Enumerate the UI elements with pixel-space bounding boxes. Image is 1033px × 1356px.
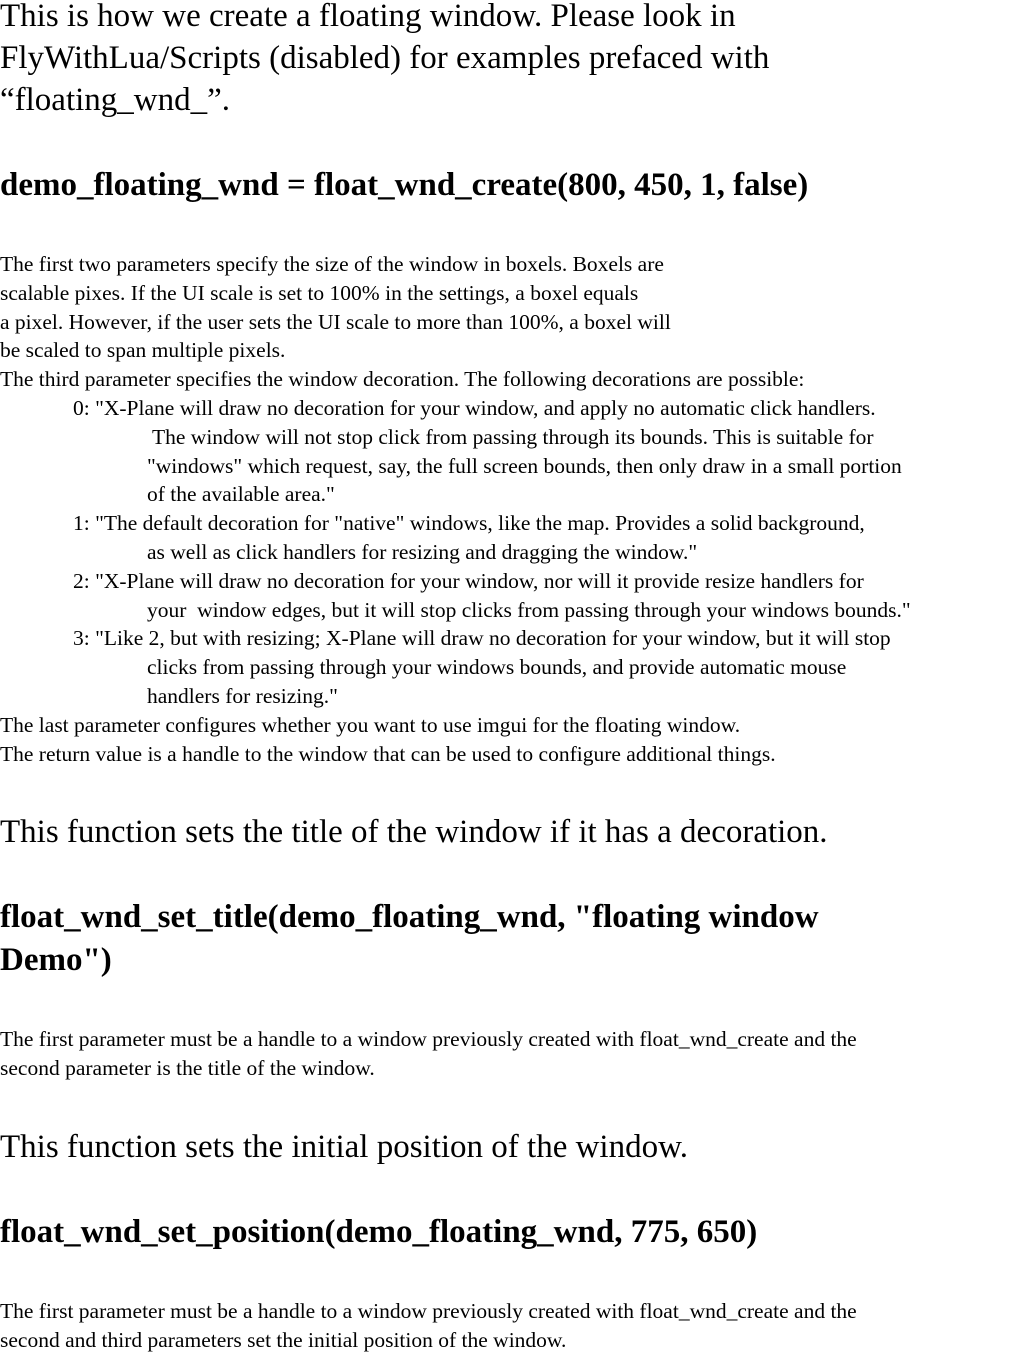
text-line: clicks from passing through your windows bounds, and provide automatic mouse	[147, 655, 847, 680]
text-line: The first two parameters specify the size of the window in boxels. Boxels are	[0, 252, 664, 276]
text-line: be scaled to span multiple pixels.	[0, 338, 286, 363]
text-line: Demo")	[0, 942, 112, 979]
code-heading	[0, 164, 1033, 207]
text-line: a pixel. However, if the user sets the UI scale to more than 100%, a boxel will	[0, 309, 671, 334]
text-line: This is how we create a floating window. Please look in	[0, 0, 736, 34]
text-line: This function sets the title of the window if it has a decoration.	[0, 814, 828, 851]
text-line: demo_floating_wnd = float_wnd_create(800, 450, 1, false)	[0, 167, 809, 203]
text-line: 0: "X-Plane will draw no decoration for your window, and apply no automatic click handlers.	[73, 395, 876, 420]
text-line: The return value is a handle to the window that can be used to configure additional things.	[0, 741, 776, 766]
paragraph-small	[0, 1297, 1033, 1355]
text-line: The first parameter must be a handle to a window previously created with float_wnd_create and the	[0, 1298, 857, 1323]
paragraph-small	[0, 250, 1033, 768]
text-line: second and third parameters set the initial position of the window.	[0, 1327, 567, 1352]
text-line: FlyWithLua/Scripts (disabled) for examples prefaced with	[0, 40, 770, 76]
paragraph-large	[0, 0, 1033, 121]
paragraph-large	[0, 811, 1033, 853]
text-line: This function sets the initial position of the window.	[0, 1128, 689, 1165]
text-line: "windows" which request, say, the full screen bounds, then only draw in a small portion	[147, 453, 902, 478]
text-line: second parameter is the title of the window.	[0, 1056, 375, 1081]
text-line: your window edges, but it will stop clicks from passing through your windows bounds."	[147, 597, 911, 622]
text-line: float_wnd_set_position(demo_floating_wnd, 775, 650)	[0, 1213, 758, 1250]
text-line: The window will not stop click from passing through its bounds. This is suitable for	[147, 424, 874, 449]
text-line: “floating_wnd_”.	[0, 82, 231, 118]
code-heading	[0, 896, 1033, 982]
text-line: float_wnd_set_title(demo_floating_wnd, "floating window	[0, 899, 819, 936]
text-line: 1: "The default decoration for "native" windows, like the map. Provides a solid background,	[73, 511, 865, 536]
text-line: 3: "Like 2, but with resizing; X-Plane will draw no decoration for your window, but it will stop	[73, 626, 891, 651]
text-line: handlers for resizing."	[147, 683, 338, 708]
text-line: scalable pixes. If the UI scale is set to 100% in the settings, a boxel equals	[0, 280, 639, 305]
code-heading	[0, 1211, 1033, 1254]
text-line: as well as click handlers for resizing and dragging the window."	[147, 539, 698, 564]
paragraph-small	[0, 1025, 1033, 1083]
text-line: The first parameter must be a handle to a window previously created with float_wnd_create and the	[0, 1027, 857, 1052]
text-line: The last parameter configures whether you want to use imgui for the floating window.	[0, 712, 741, 737]
text-line: 2: "X-Plane will draw no decoration for your window, nor will it provide resize handlers for	[73, 568, 864, 593]
paragraph-large	[0, 1126, 1033, 1168]
text-line: The third parameter specifies the window decoration. The following decorations are possible:	[0, 367, 805, 392]
text-line: of the available area."	[147, 482, 335, 507]
